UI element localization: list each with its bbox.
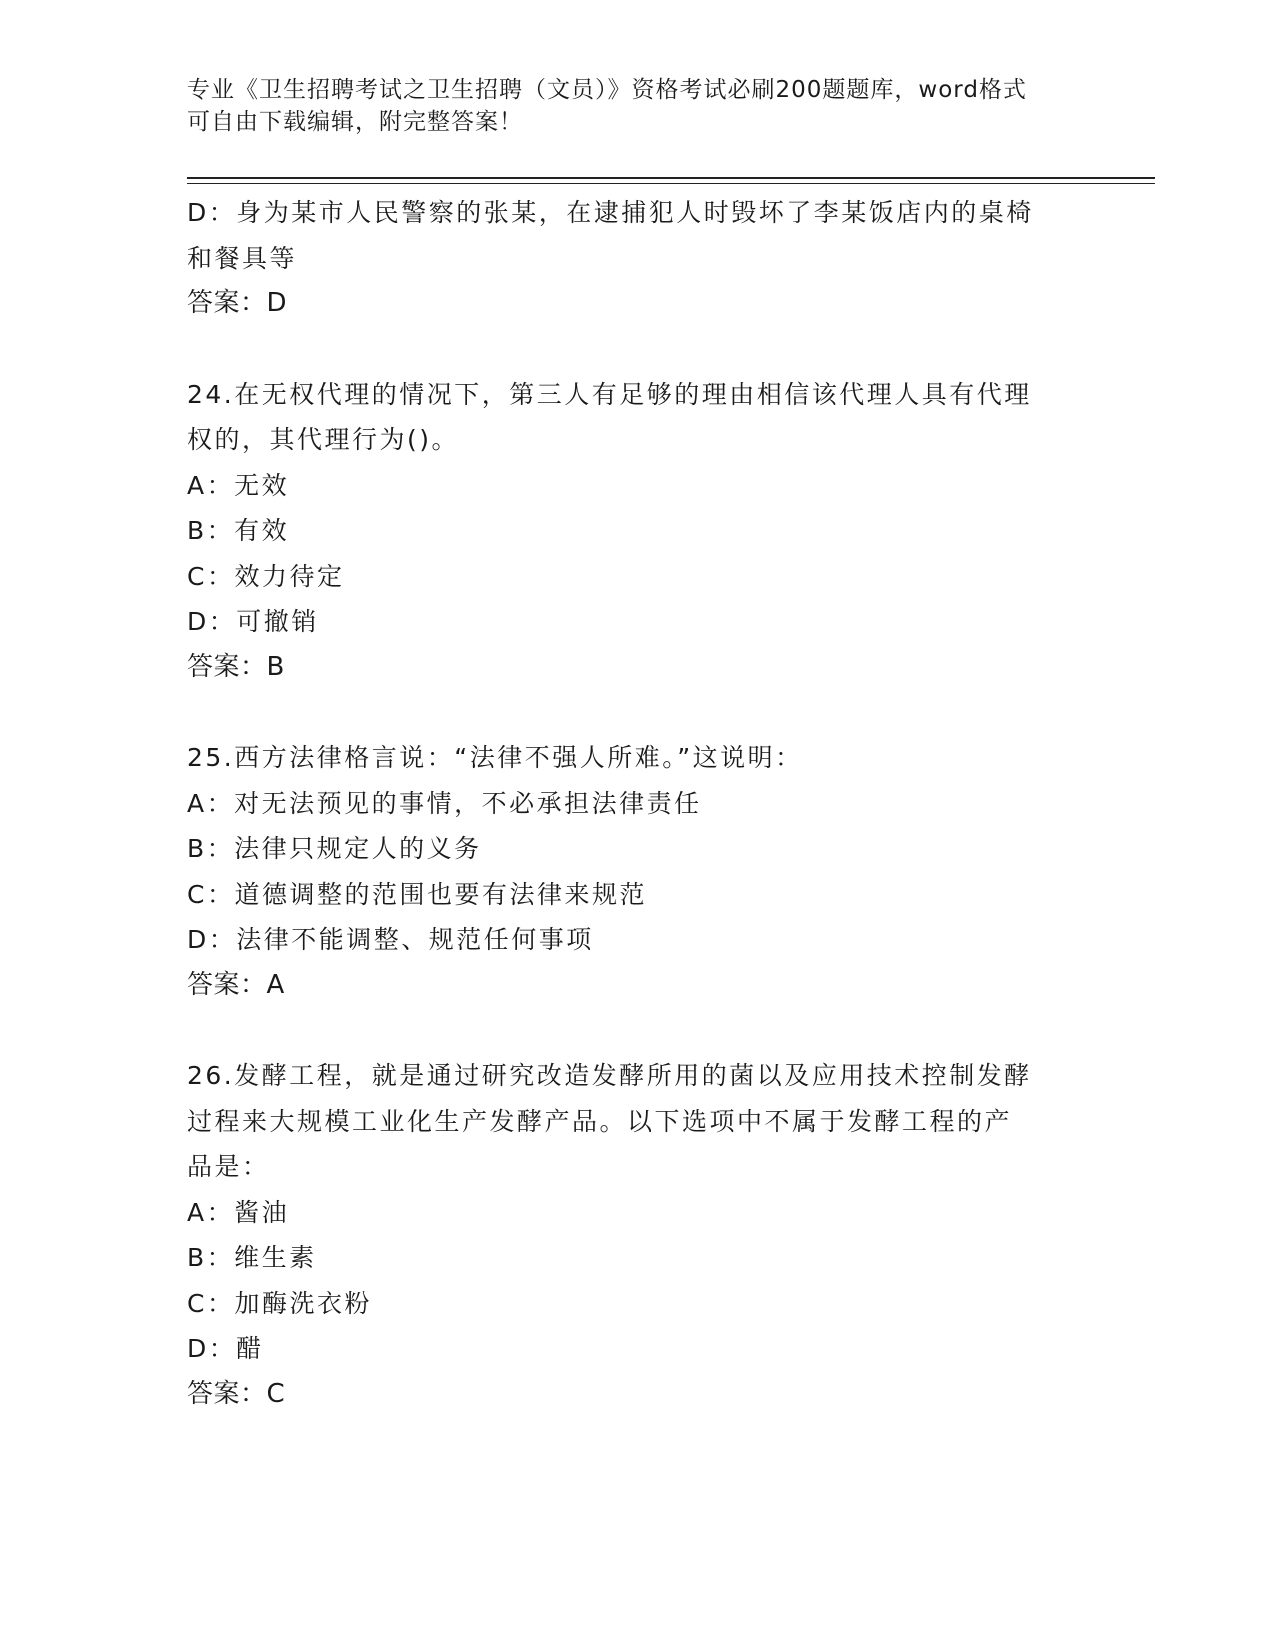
option-d-line-2: 和餐具等 [187, 243, 298, 273]
option-a: A：酱油 [187, 1197, 290, 1227]
option-b: B：维生素 [187, 1243, 317, 1272]
option-d: D：法律不能调整、规范任何事项 [187, 925, 594, 954]
option-c: C：加酶洗衣粉 [187, 1288, 372, 1318]
option-c: C：效力待定 [187, 561, 345, 591]
header-divider-bottom [187, 183, 1155, 184]
option-d: D：可撤销 [187, 607, 319, 636]
option-b: B：有效 [187, 516, 290, 545]
question-26 [187, 1053, 1087, 1417]
spacer [187, 690, 1087, 735]
question-24 [187, 372, 1087, 691]
answer-line: 答案：C [187, 1378, 286, 1409]
previous-question-tail [187, 190, 1087, 327]
document-header [187, 74, 1087, 138]
header-divider-top [187, 177, 1155, 179]
option-c: C：道德调整的范围也要有法律来规范 [187, 879, 647, 909]
answer-line: 答案：B [187, 651, 285, 682]
header-line-2: 可自由下载编辑，附完整答案！ [187, 109, 523, 135]
question-stem-line: 过程来大规模工业化生产发酵产品。以下选项中不属于发酵工程的产 [187, 1106, 1013, 1136]
spacer [187, 327, 1087, 372]
question-25 [187, 735, 1087, 1008]
question-stem-line: 26.发酵工程，就是通过研究改造发酵所用的菌以及应用技术控制发酵 [187, 1061, 1032, 1090]
option-b: B：法律只规定人的义务 [187, 834, 482, 863]
header-line-1: 专业《卫生招聘考试之卫生招聘（文员）》资格考试必刷200题题库，word格式 [187, 77, 1027, 103]
option-d-line-1: D：身为某市人民警察的张某，在逮捕犯人时毁坏了李某饭店内的桌椅 [187, 198, 1034, 227]
answer-line: 答案：A [187, 969, 285, 1000]
spacer [187, 1008, 1087, 1053]
question-stem-line: 24.在无权代理的情况下，第三人有足够的理由相信该代理人具有代理 [187, 379, 1032, 409]
question-stem-line: 25.西方法律格言说：“法律不强人所难。”这说明： [187, 743, 803, 772]
question-content [187, 190, 1087, 1417]
option-d: D：醋 [187, 1334, 264, 1363]
question-stem-line: 品是： [187, 1152, 270, 1181]
question-stem-line: 权的，其代理行为()。 [187, 425, 460, 454]
option-a: A：无效 [187, 470, 290, 500]
option-a: A：对无法预见的事情，不必承担法律责任 [187, 788, 702, 818]
answer-line: 答案：D [187, 288, 288, 318]
